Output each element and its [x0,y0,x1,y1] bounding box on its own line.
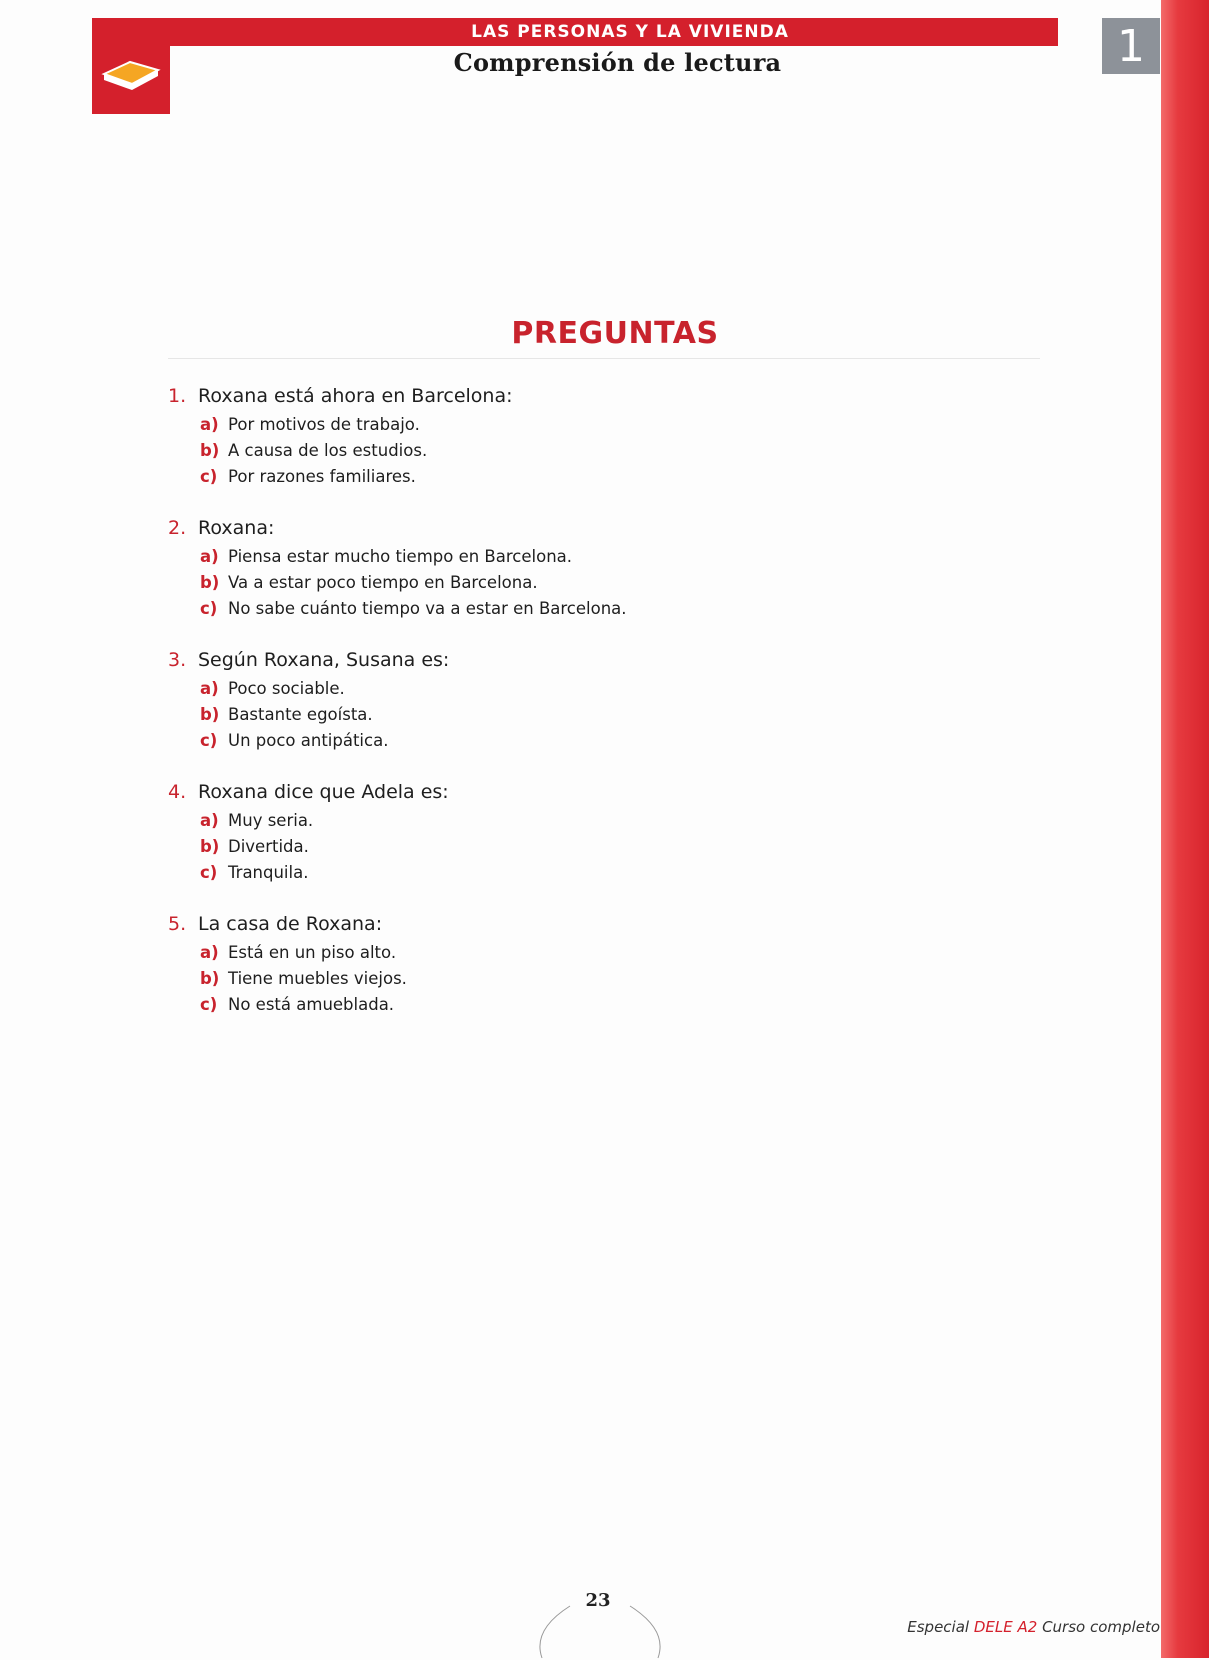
option-letter: a) [200,547,219,566]
question-stem [168,913,968,943]
option-text: No está amueblada. [228,995,395,1014]
question-stem [168,649,968,679]
option-text: Tranquila. [228,863,309,882]
option-letter: b) [200,573,220,592]
question-text: Roxana está ahora en Barcelona: [198,385,513,407]
question-2 [168,517,968,625]
option-text: Divertida. [228,837,309,856]
option-text: A causa de los estudios. [228,441,428,460]
answer-option[interactable] [200,441,968,467]
option-letter: a) [200,811,219,830]
question-number: 1. [168,385,187,407]
footer-accent: DELE A2 [973,1618,1038,1636]
question-text: Roxana: [198,517,275,539]
section-title: LAS PERSONAS Y LA VIVIENDA [471,22,789,42]
option-text: Por motivos de trabajo. [228,415,420,434]
question-number: 5. [168,913,187,935]
option-letter: c) [200,467,218,486]
option-letter: c) [200,995,218,1014]
question-stem [168,781,968,811]
answer-option[interactable] [200,863,968,889]
option-text: Un poco antipática. [228,731,389,750]
page-subtitle: Comprensión de lectura [453,48,782,77]
question-text: Roxana dice que Adela es: [198,781,449,803]
question-stem [168,517,968,547]
answer-option[interactable] [200,573,968,599]
question-4 [168,781,968,889]
option-letter: a) [200,415,219,434]
option-letter: a) [200,943,219,962]
question-text: La casa de Roxana: [198,913,383,935]
answer-option[interactable] [200,547,968,573]
option-text: No sabe cuánto tiempo va a estar en Barcelona. [228,599,627,618]
question-1 [168,385,968,493]
question-text: Según Roxana, Susana es: [198,649,450,671]
answer-option[interactable] [200,811,968,837]
option-text: Va a estar poco tiempo en Barcelona. [228,573,538,592]
option-text: Bastante egoísta. [228,705,373,724]
option-letter: b) [200,441,220,460]
question-number: 2. [168,517,187,539]
answer-option[interactable] [200,679,968,705]
answer-option[interactable] [200,599,968,625]
answer-option[interactable] [200,969,968,995]
option-letter: c) [200,599,218,618]
answer-option[interactable] [200,995,968,1021]
option-letter: c) [200,863,218,882]
footer-prefix: Especial [907,1618,970,1636]
option-text: Por razones familiares. [228,467,416,486]
book-icon-box [92,18,170,114]
option-text: Tiene muebles viejos. [228,969,407,988]
unit-number-badge: 1 [1102,18,1160,74]
answer-option[interactable] [200,415,968,441]
question-stem [168,385,968,415]
option-letter: b) [200,969,220,988]
option-letter: b) [200,705,220,724]
header-bar [92,18,1058,46]
option-text: Poco sociable. [228,679,345,698]
question-5 [168,913,968,1021]
heading-divider [168,358,1040,359]
answer-option[interactable] [200,467,968,493]
question-number: 4. [168,781,187,803]
question-3 [168,649,968,757]
book-footer [860,1618,1160,1636]
question-number: 3. [168,649,187,671]
page-number: 23 [585,1590,611,1611]
option-text: Piensa estar mucho tiempo en Barcelona. [228,547,573,566]
option-letter: c) [200,731,218,750]
option-letter: b) [200,837,220,856]
answer-option[interactable] [200,705,968,731]
page-edge-strip [1161,0,1209,1658]
question-list [168,385,968,1045]
answer-option[interactable] [200,731,968,757]
book-icon [100,52,162,92]
option-text: Muy seria. [228,811,314,830]
option-text: Está en un piso alto. [228,943,397,962]
page-heading: PREGUNTAS [511,316,719,351]
footer-suffix: Curso completo [1042,1618,1160,1636]
option-letter: a) [200,679,219,698]
answer-option[interactable] [200,943,968,969]
answer-option[interactable] [200,837,968,863]
